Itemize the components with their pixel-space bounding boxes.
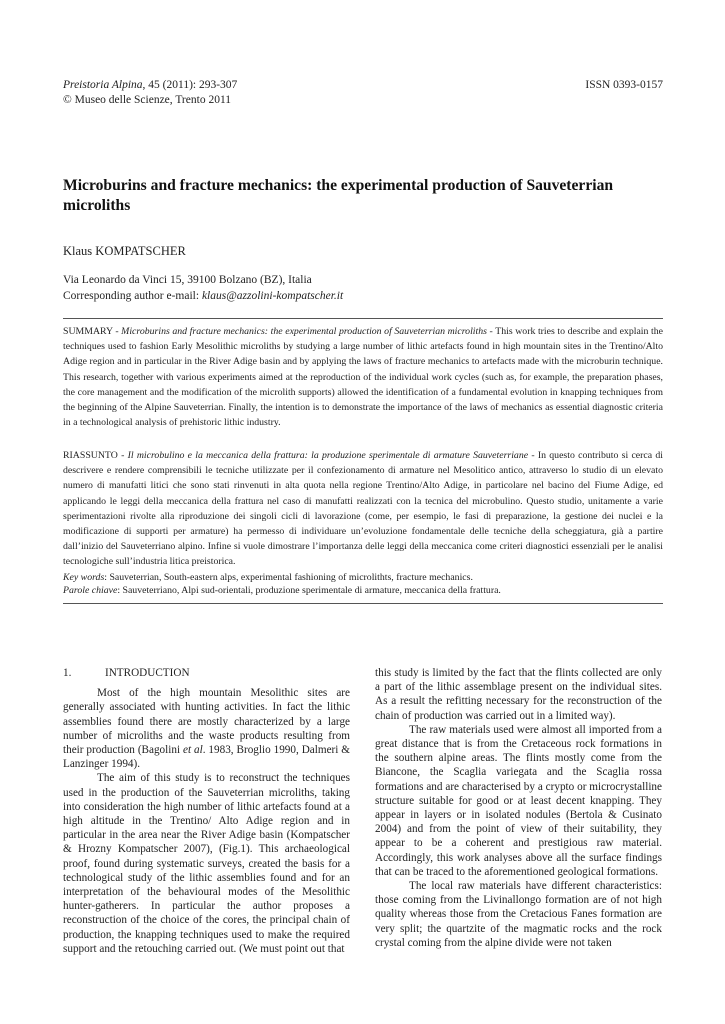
right-column xyxy=(375,666,662,950)
riassunto-abstract xyxy=(63,448,663,570)
riassunto-text: - In questo contributo si cerca di descrivere e rendere comprensibili le tecniche utilizzate per il confezionamento di armature nel Mesolitico antico, attraverso lo studio di un elevato numero di manufatti litici che sono stati rinvenuti in alta quota nella regione Trentino/Alto Adige, in particolare nel bacino del Fiume Adige, ed applicando le leggi della meccanica della frattura nel caso di manufatti realizzati con la tecnica del microbulino. Questo studio, unitamente a varie sperimentazioni rivolte alla riproduzione dei singoli cicli di lavorazione (come, per esempio, le fasi di preparazione, la gestione dei nuclei e la modificazione di supporti per armature) ha permesso di individuare un’evoluzione fondamentale delle tecniche della scheggiatura, già a partire dall’inizio del Sauveterriano alpino. Infine si vuole dimostrare l’importanza delle leggi della meccanica come criteri diagnostici essenziali per le analisi tecnologiche sull’industria litica preistorica. xyxy=(63,450,663,568)
summary-text: - This work tries to describe and explain the techniques used to fashion Early Mesolithic microliths by studying a large number of lithic artefacts found in high mountain sites in the Trentino/Alto Adige region and in particular in the River Adige basin and by applying the laws of fracture mechanics to artefacts made with the microburin technique. This research, together with various experiments aimed at the reproduction of the individual work cycles (such as, for example, the preparation phases, the core management and the modification of the microlith supports) allowed the identification of a fundamental evolution in knapping techniques from the beginning of the Alpine Sauveterrian. Finally, the intention is to demonstrate the importance of the laws of mechanics as essential diagnostic criteria in a technological analysis of prehistoric lithic industry. xyxy=(63,326,663,429)
address-line: Via Leonardo da Vinci 15, 39100 Bolzano (BZ), Italia xyxy=(63,274,312,286)
paragraph: The local raw materials have different characteristics: those coming from the Livinallongo formation are of not high quality whereas those from the Cretacious Fanes formation are very split; the quartzite of the magmatic rocks and the rock crystal coming from the alpine divide were not taken xyxy=(375,880,662,949)
keywords-label: Key words xyxy=(63,572,105,583)
author-name: Klaus KOMPATSCHER xyxy=(63,244,186,258)
paragraph: The aim of this study is to reconstruct the techniques used in the production of the Sauveterrian microliths, taking into consideration the high number of lithic artefacts found at a high altitude in the Trentino/ Alto Adige region and in particular in the area near the River Adige basin (Kompatscher & Hrozny Kompatscher 2007), (Fig.1). This archaeological proof, found during systematic surveys, created the basis for a technological study of the lithic assemblies found and for an interpretation of the behavioural modes of the Mesolithic hunter-gatherers. In particular the author proposes a reconstruction of the choice of the cores, the principal chain of production, the knapping techniques used to make the required support and the retouching carried out. (We must point out that xyxy=(63,772,350,955)
section-number: 1. xyxy=(63,667,72,679)
author-address xyxy=(63,273,343,304)
summary-heading: Microburins and fracture mechanics: the experimental production of Sauveterrian microliths xyxy=(121,326,487,337)
paragraph: The raw materials used were almost all imported from a great distance that is from the Cretaceous rock formations in the southern alpine areas. The flints mostly come from the Biancone, the Scaglia variegata and the Scaglia rossa formations and are characterised by a crypto or microcrystalline structure suitable for good or at least decent knapping. They appear in layers or in isolated nodules (Bertola & Cusinato 2004) and from the point of view of their suitability, they appear to be a coherent and prestigious raw material. Accordingly, this work analyses above all the surface findings that can be traced to the aforementioned geological formations. xyxy=(375,723,662,878)
section-title: INTRODUCTION xyxy=(105,667,190,679)
keywords-line xyxy=(63,571,663,584)
summary-abstract xyxy=(63,324,663,430)
section-heading xyxy=(63,666,350,680)
paragraph-text: Most of the high mountain Mesolithic sites are generally associated with hunting activities. In fact the lithic assemblies found there are mostly characterized by a large number of microliths and the waste products resulting from their production (Bagolini xyxy=(63,687,350,757)
keywords-text: : Sauveterrian, South-eastern alps, experimental fashioning of microlithts, fracture mechanics. xyxy=(104,572,473,583)
journal-name: Preistoria Alpina xyxy=(63,79,143,91)
journal-volume: , 45 (2011): 293-307 xyxy=(142,79,238,91)
copyright: © Museo delle Scienze, Trento 2011 xyxy=(63,94,232,106)
riassunto-label: RIASSUNTO - xyxy=(63,450,128,461)
paragraph-italic: et al xyxy=(183,744,203,757)
email-line xyxy=(63,289,343,305)
paragraph-text-end: . 1983, Broglio 1990, Dalmeri & Lanzinger 1994). xyxy=(63,744,350,771)
journal-citation xyxy=(63,78,237,108)
bottom-divider xyxy=(63,603,663,604)
issn: ISSN 0393-0157 xyxy=(585,79,663,91)
riassunto-heading: Il microbulino e la meccanica della frattura: la produzione sperimentale di armature Sauveterriane xyxy=(127,450,529,461)
left-column xyxy=(63,666,350,956)
email-label: Corresponding author e-mail: xyxy=(63,289,202,302)
email-address[interactable]: klaus@azzolini-kompatscher.it xyxy=(201,289,344,302)
keywords-block xyxy=(63,571,663,598)
parole-label: Parole chiave xyxy=(63,585,118,597)
paragraph xyxy=(63,686,350,771)
paper-title: Microburins and fracture mechanics: the experimental production of Sauveterrian microliths xyxy=(63,177,614,214)
summary-label: SUMMARY - xyxy=(63,326,122,337)
parole-line xyxy=(63,584,663,597)
parole-text: : Sauveterriano, Alpi sud-orientali, produzione sperimentale di armature, meccanica della frattura. xyxy=(117,585,501,597)
paragraph: this study is limited by the fact that the flints collected are only a part of the lithic assemblage present on the individual sites. As a result the refitting necessary for the reconstruction of the chain of production was carried out in a limited way). xyxy=(375,667,662,722)
top-divider xyxy=(63,318,663,319)
